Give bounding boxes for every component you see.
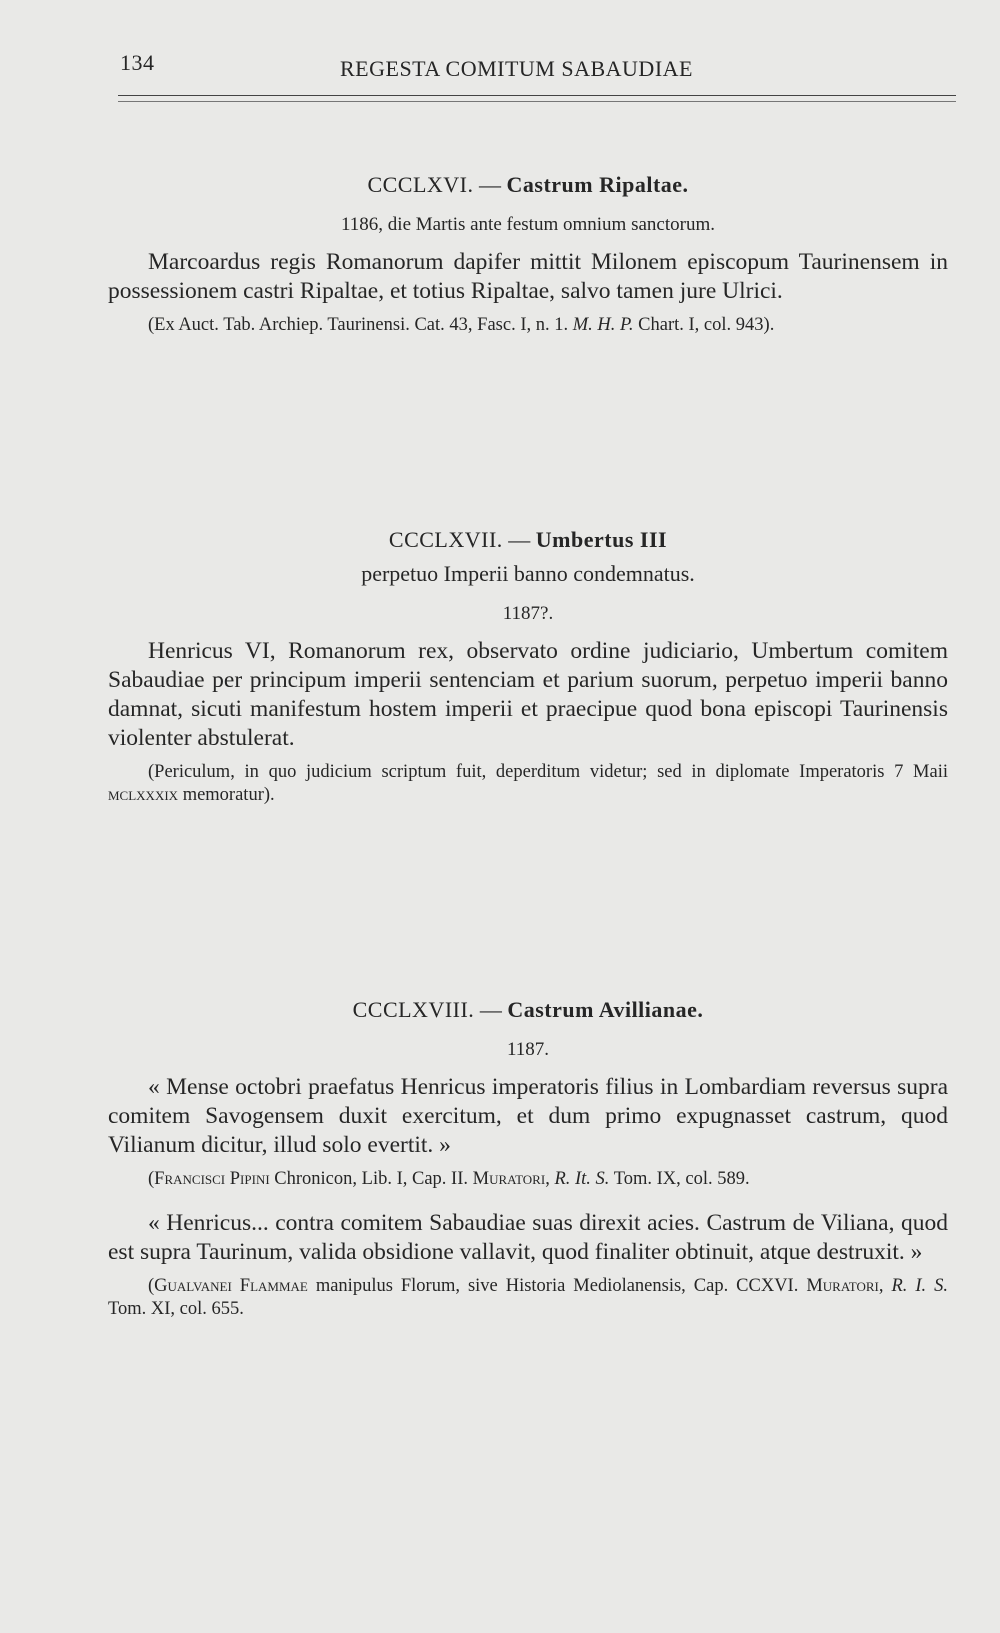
entry-citation: [108, 314, 948, 337]
citation-author: Gualvanei Flammae: [154, 1276, 308, 1296]
entry-date: 1186, die Martis ante festum omnium sanctorum.: [341, 214, 715, 235]
header-rule: [118, 95, 956, 96]
citation-italic: R. It. S.: [554, 1169, 610, 1189]
entry-number: CCCLXVI.: [367, 172, 474, 197]
entry-citation: [108, 1275, 948, 1321]
entry-quote: « Mense octobri praefatus Henricus imperatoris filius in Lombardiam reversus supra comitem Savogensem duxit exercitum, et dum primo expugnasset castrum, quod Vilianum dicitur, illud solo evertit. »: [108, 1074, 948, 1158]
citation-source: (Periculum, in quo judicium scriptum fuit, deperditum videtur; sed in diplomate Imperatoris 7 Maii: [148, 762, 948, 782]
entry-heading: [108, 995, 948, 1025]
entry-title: Umbertus III: [535, 527, 668, 552]
heading-dash: —: [479, 172, 501, 197]
citation-rest: Tom. IX, col. 589.: [613, 1169, 750, 1189]
page-number: 134: [120, 50, 155, 75]
entry-quote: « Henricus... contra comitem Sabaudiae suas direxit acies. Castrum de Viliana, quod est supra Taurinum, valida obsidione vallavit, quod finaliter obtinuit, atque destruxit. »: [108, 1210, 948, 1265]
citation-smallcaps: mclxxxix: [108, 785, 179, 805]
entry-ccclxvi: [108, 170, 948, 337]
entry-number: CCCLXVIII.: [352, 997, 475, 1022]
entry-subtitle: perpetuo Imperii banno condemnatus.: [361, 561, 695, 586]
heading-dash: —: [508, 527, 531, 552]
header-rule-thin: [118, 101, 956, 102]
citation-rest: memoratur).: [182, 785, 275, 805]
entry-text: Marcoardus regis Romanorum dapifer mittit Milonem episcopum Taurinensem in possessionem castri Ripaltae, et totius Ripaltae, salvo tamen jure Ulrici.: [108, 249, 948, 304]
citation-separator: ,: [878, 1276, 884, 1296]
citation-open-paren: (: [148, 1276, 155, 1296]
citation-source: (Ex Auct. Tab. Archiep. Taurinensi. Cat. 43, Fasc. I, n. 1.: [148, 315, 569, 335]
citation-open-paren: (: [148, 1169, 155, 1189]
citation-rest: Chart. I, col. 943).: [638, 315, 775, 335]
citation-author: Francisci Pipini: [154, 1169, 270, 1189]
running-title: REGESTA COMITUM SABAUDIAE: [340, 56, 693, 81]
citation-editor: Muratori: [472, 1169, 546, 1189]
entry-date: 1187?.: [502, 603, 554, 624]
entry-citation: [108, 761, 948, 807]
entry-title: Castrum Ripaltae.: [506, 172, 689, 197]
entry-text: Henricus VI, Romanorum rex, observato ordine judiciario, Umbertum comitem Sabaudiae per principum imperii sentenciam et parium suorum, perpetuo imperii banno damnat, sicuti manifestum hostem imperii et praecipue quod bona episcopi Taurinensis violenter abstulerat.: [108, 638, 948, 751]
entry-date: 1187.: [506, 1039, 550, 1060]
entry-ccclxvii: [108, 525, 948, 807]
entry-heading: [108, 170, 948, 200]
entry-number: CCCLXVII.: [388, 527, 503, 552]
entry-ccclxviii: [108, 995, 948, 1321]
citation-editor: Muratori: [806, 1276, 879, 1296]
citation-work: Chronicon, Lib. I, Cap. II.: [274, 1169, 468, 1189]
citation-separator: ,: [545, 1169, 550, 1189]
citation-rest: Tom. XI, col. 655.: [108, 1299, 244, 1319]
citation-italic: R. I. S.: [891, 1276, 949, 1296]
citation-italic: M. H. P.: [572, 315, 634, 335]
citation-work: manipulus Florum, sive Historia Mediolanensis, Cap. CCXVI.: [315, 1276, 799, 1296]
heading-dash: —: [479, 997, 502, 1022]
entry-heading: [108, 525, 948, 555]
running-header: [120, 50, 950, 90]
entry-title: Castrum Avillianae.: [507, 997, 704, 1022]
entry-citation: [108, 1168, 948, 1191]
